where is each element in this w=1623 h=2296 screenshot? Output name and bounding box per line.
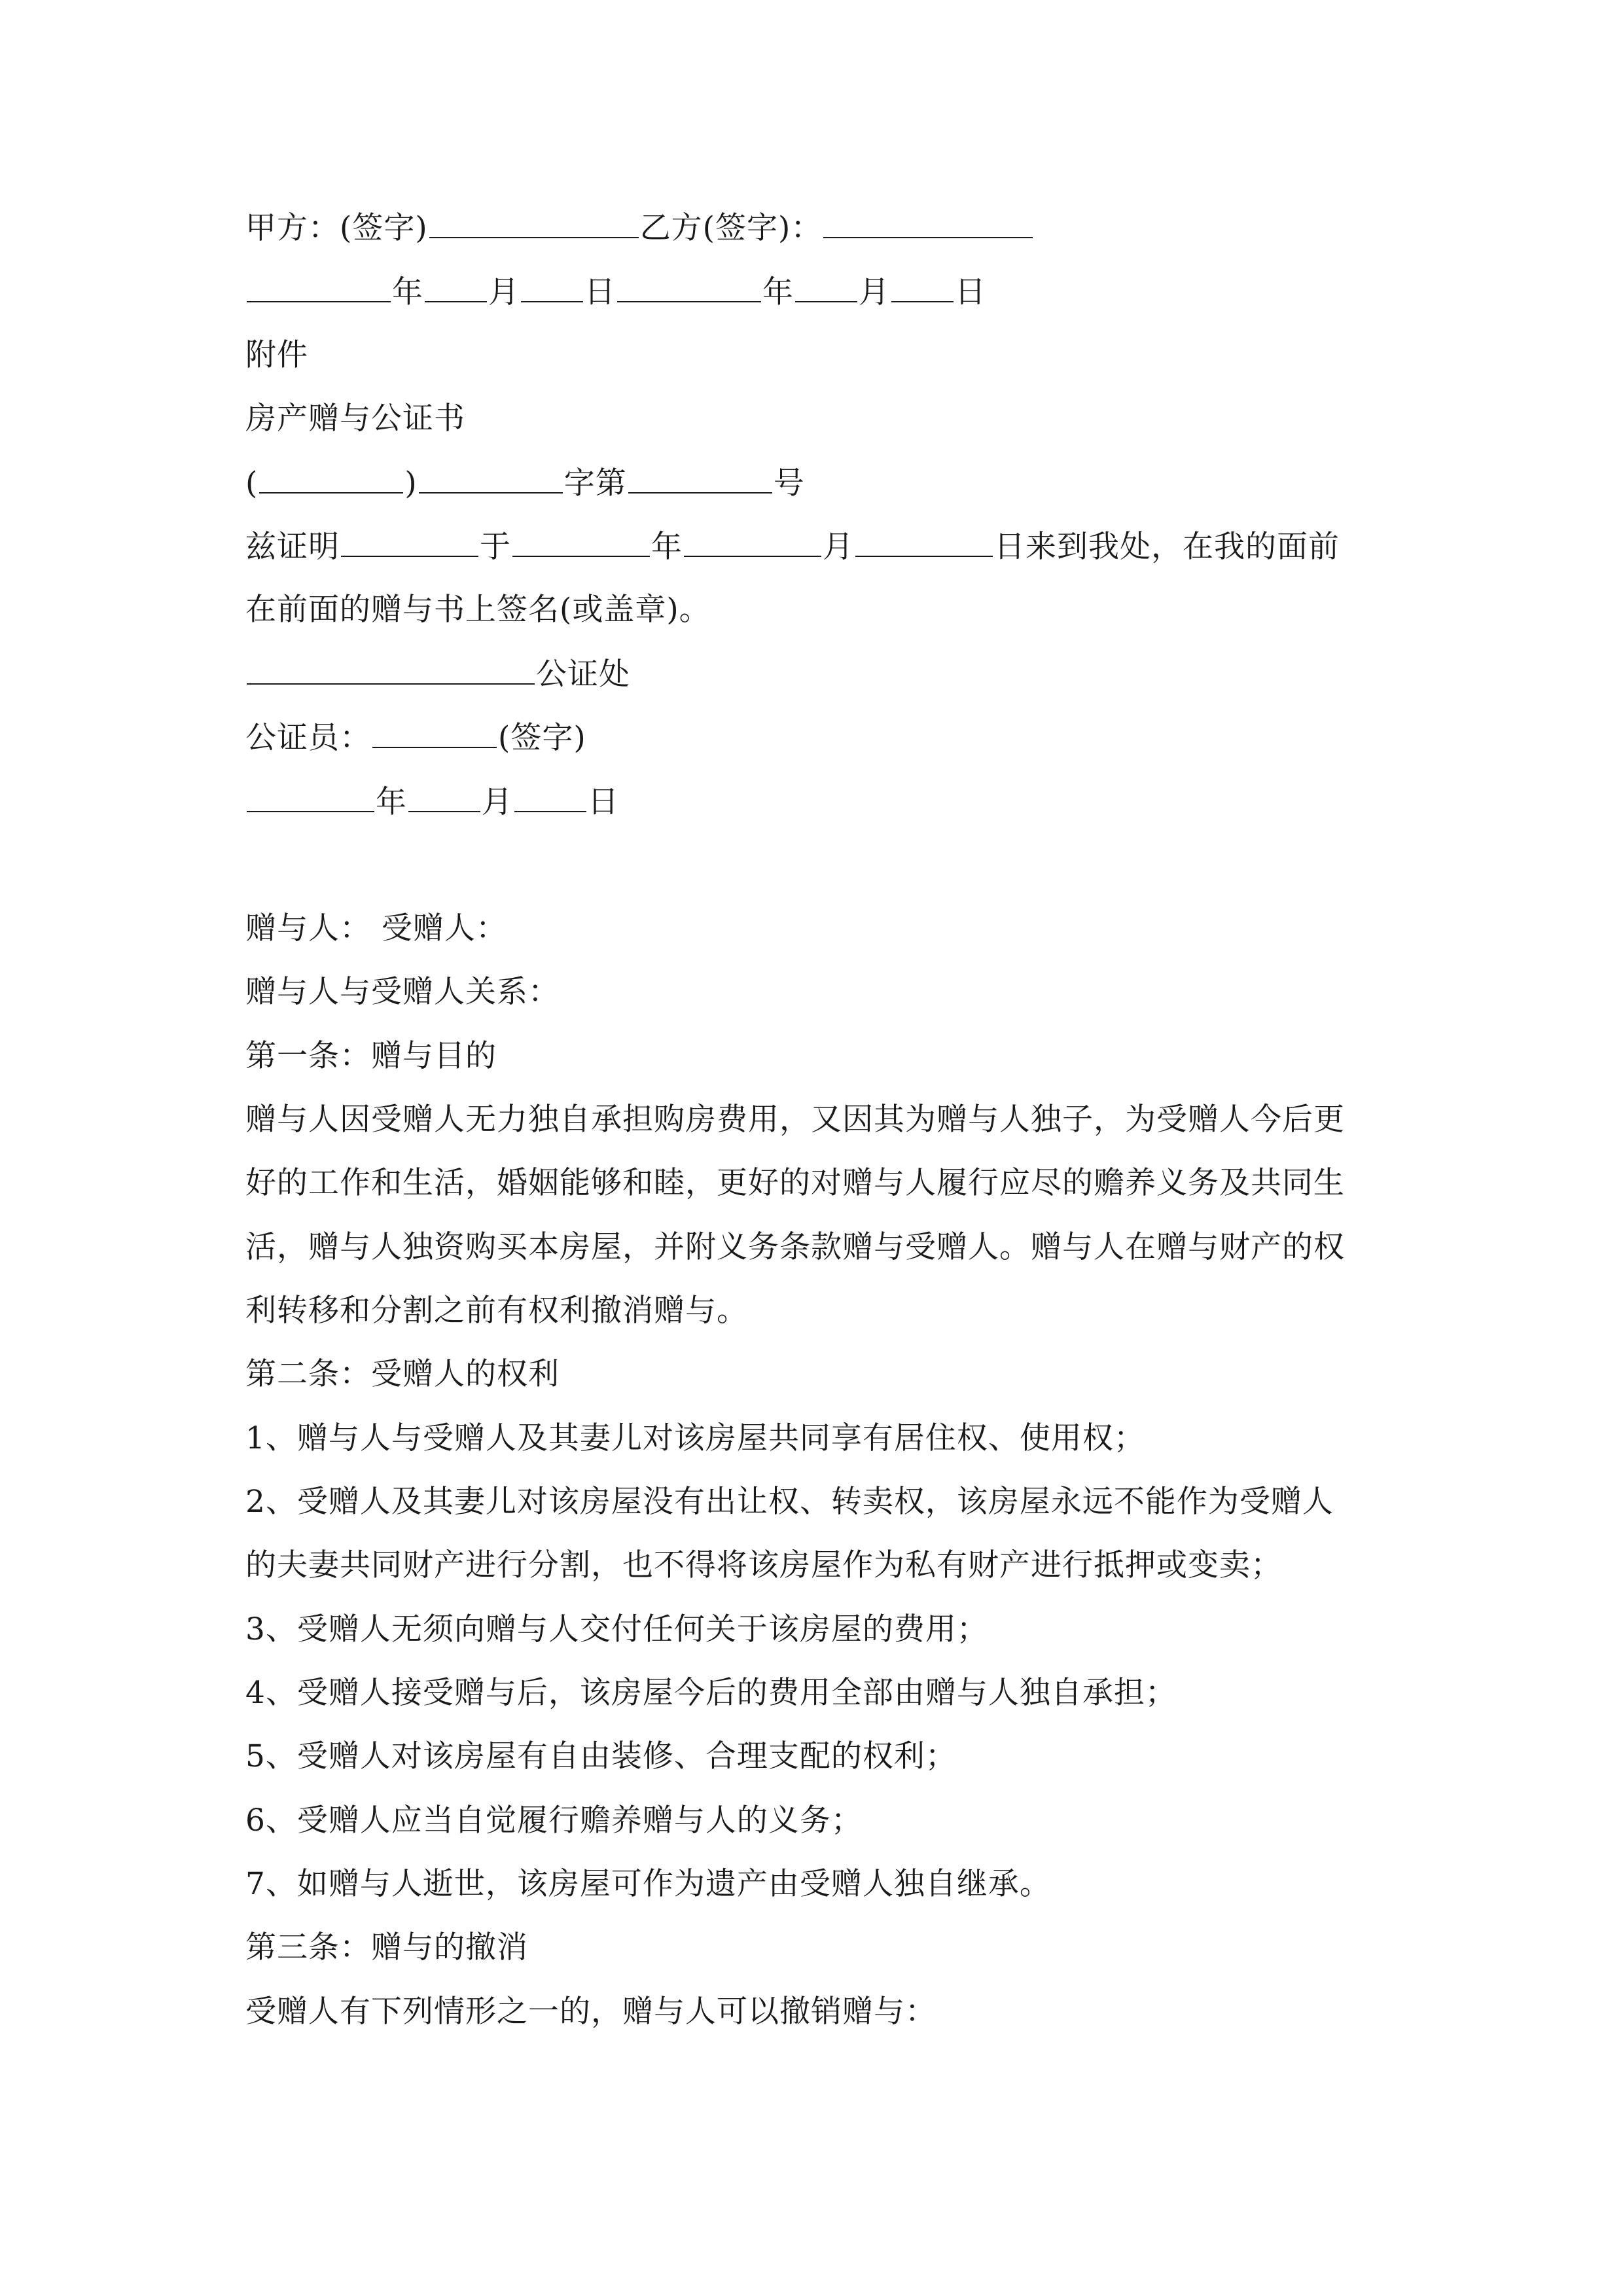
notary-label: 公证员： bbox=[245, 720, 371, 756]
party-a-signature-blank bbox=[429, 208, 639, 238]
notary-month-label: 月 bbox=[482, 784, 513, 820]
close-paren: ) bbox=[404, 465, 418, 501]
notary-month-blank bbox=[408, 782, 480, 812]
article-2-item: 4、受赠人接受赠与后，该房屋今后的费用全部由赠与人独自承担； bbox=[245, 1675, 1177, 1711]
article-2-item: 2、受赠人及其妻儿对该房屋没有出让权、转卖权，该房屋永远不能作为受赠人 bbox=[245, 1484, 1334, 1520]
article-3-title: 第三条：赠与的撤消 bbox=[245, 1929, 528, 1965]
article-2-item: 6、受赠人应当自觉履行赡养赠与人的义务； bbox=[245, 1803, 863, 1839]
month-label-2: 月 bbox=[859, 274, 890, 310]
year-blank-2 bbox=[617, 272, 761, 302]
certify-year-blank bbox=[512, 527, 650, 557]
notary-year-label: 年 bbox=[376, 784, 407, 820]
certify-prefix: 兹证明 bbox=[245, 529, 340, 565]
article-1-title: 第一条：赠与目的 bbox=[245, 1038, 497, 1074]
notary-day-blank bbox=[514, 782, 586, 812]
month-blank bbox=[425, 272, 487, 302]
notary-line bbox=[245, 718, 1384, 758]
certify-line-2: 在前面的赠与书上签名(或盖章)。 bbox=[245, 592, 711, 628]
hao-label: 号 bbox=[773, 465, 805, 501]
month-blank-2 bbox=[795, 272, 857, 302]
certify-day-blank bbox=[855, 527, 993, 557]
article-2-item: 5、受赠人对该房屋有自由装修、合理支配的权利； bbox=[245, 1738, 957, 1774]
year-label-2: 年 bbox=[762, 274, 794, 310]
cert-prefix-blank bbox=[419, 463, 563, 493]
article-1-line: 赠与人因受赠人无力独自承担购房费用，又因其为赠与人独子，为受赠人今后更 bbox=[245, 1102, 1345, 1138]
notarization-title: 房产赠与公证书 bbox=[245, 401, 465, 437]
parties-line: 赠与人： 受赠人： bbox=[245, 910, 507, 946]
article-2-item: 3、受赠人无须向赠与人交付任何关于该房屋的费用； bbox=[245, 1611, 988, 1647]
party-a-label: 甲方：(签字) bbox=[245, 210, 428, 246]
cert-number-blank bbox=[628, 463, 772, 493]
day-label-2: 日 bbox=[955, 274, 986, 310]
certificate-number-line bbox=[245, 463, 1384, 503]
article-3-intro: 受赠人有下列情形之一的，赠与人可以撤销赠与： bbox=[245, 1994, 936, 2030]
article-2-item: 的夫妻共同财产进行分割，也不得将该房屋作为私有财产进行抵押或变卖； bbox=[245, 1547, 1282, 1583]
notary-date-line bbox=[245, 782, 1384, 822]
certify-line-1 bbox=[245, 527, 1384, 567]
attachment-heading: 附件 bbox=[245, 337, 308, 373]
yu-label: 于 bbox=[480, 529, 511, 565]
certify-suffix: 日来到我处，在我的面前 bbox=[994, 529, 1340, 565]
day-blank-2 bbox=[891, 272, 954, 302]
day-label: 日 bbox=[584, 274, 616, 310]
notary-signature-blank bbox=[372, 718, 497, 748]
notary-sign-note: (签字) bbox=[498, 720, 586, 756]
cert-year-blank bbox=[259, 463, 403, 493]
open-paren: ( bbox=[245, 465, 259, 501]
signature-date-line bbox=[245, 272, 1384, 312]
zi-di-label: 字第 bbox=[563, 465, 627, 501]
article-1-line: 利转移和分割之前有权利撤消赠与。 bbox=[245, 1293, 748, 1329]
article-2-item: 7、如赠与人逝世，该房屋可作为遗产由受赠人独自继承。 bbox=[245, 1866, 1051, 1902]
party-b-signature-blank bbox=[823, 208, 1033, 238]
notary-day-label: 日 bbox=[588, 784, 619, 820]
certify-month-label: 月 bbox=[823, 529, 854, 565]
notary-office-label: 公证处 bbox=[536, 656, 630, 692]
article-1-line: 活，赠与人独资购买本房屋，并附义务条款赠与受赠人。赠与人在赠与财产的权 bbox=[245, 1229, 1345, 1265]
party-b-label: 乙方(签字)： bbox=[639, 210, 823, 246]
year-blank bbox=[247, 272, 391, 302]
article-2-item: 1、赠与人与受赠人及其妻儿对该房屋共同享有居住权、使用权； bbox=[245, 1420, 1145, 1456]
certify-year-label: 年 bbox=[651, 529, 683, 565]
month-label: 月 bbox=[488, 274, 520, 310]
year-label: 年 bbox=[392, 274, 423, 310]
notary-year-blank bbox=[247, 782, 374, 812]
notary-office-blank bbox=[247, 655, 535, 685]
relationship-line: 赠与人与受赠人关系： bbox=[245, 974, 560, 1010]
article-1-line: 好的工作和生活，婚姻能够和睦，更好的对赠与人履行应尽的赡养义务及共同生 bbox=[245, 1165, 1345, 1201]
day-blank bbox=[521, 272, 583, 302]
notary-office-line bbox=[245, 655, 1384, 694]
certify-month-blank bbox=[684, 527, 821, 557]
person-blank bbox=[341, 527, 478, 557]
article-2-title: 第二条：受赠人的权利 bbox=[245, 1356, 560, 1392]
signature-line bbox=[245, 208, 1384, 248]
